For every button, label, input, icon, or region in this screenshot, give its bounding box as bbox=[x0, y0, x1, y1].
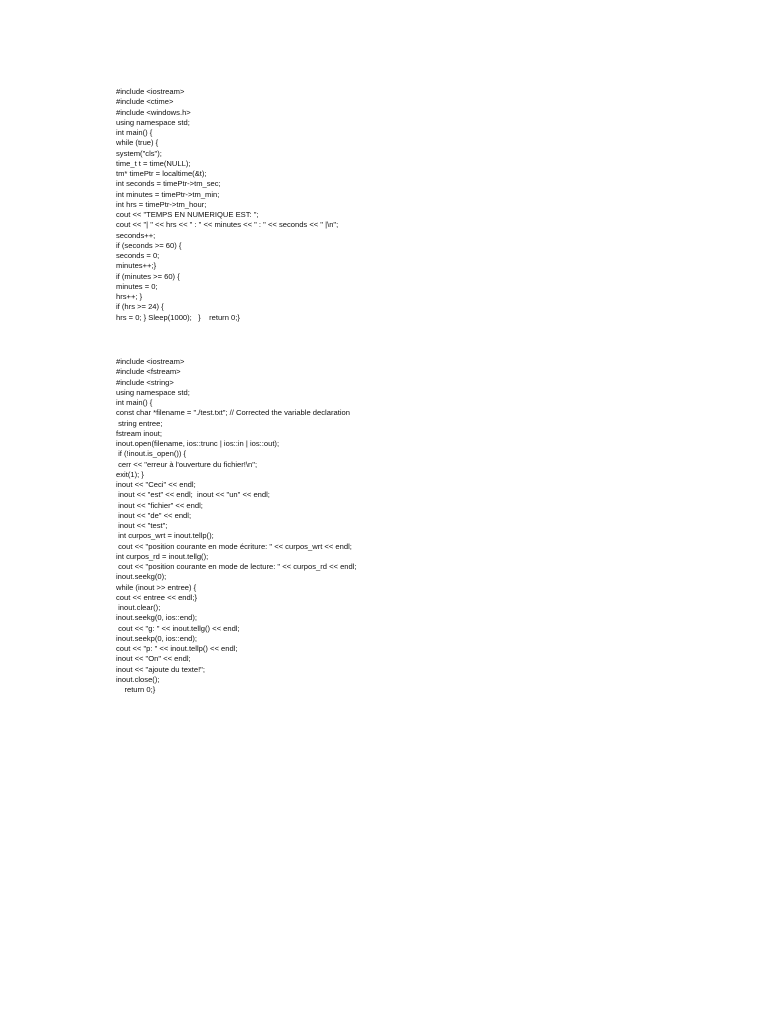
code-line: inout.open(filename, ios::trunc | ios::in | ios::out); bbox=[116, 439, 280, 448]
code-line: #include <ctime> bbox=[116, 97, 174, 107]
code-line: int hrs = timePtr->tm_hour; bbox=[116, 199, 207, 209]
code-line: system("cls"); bbox=[116, 148, 162, 158]
code-line: string entree; bbox=[116, 418, 163, 428]
code-block-clock bbox=[116, 87, 716, 323]
code-line: #include <fstream> bbox=[116, 367, 181, 377]
code-line: int seconds = timePtr->tm_sec; bbox=[116, 179, 221, 189]
code-block-fstream bbox=[116, 357, 716, 695]
code-line: #include <iostream> bbox=[116, 357, 185, 366]
code-line: hrs = 0; } Sleep(1000); } return 0;} bbox=[116, 312, 240, 322]
code-line: seconds = 0; bbox=[116, 251, 160, 260]
code-line: fstream inout; bbox=[116, 428, 163, 438]
code-line: cerr << "erreur à l'ouverture du fichier!\n"; bbox=[116, 459, 258, 469]
code-line: int main() { bbox=[116, 128, 153, 137]
code-line: int curpos_wrt = inout.tellp(); bbox=[116, 531, 214, 541]
code-line: const char *filename = "./test.txt"; // Corrected the variable declaration bbox=[116, 408, 350, 418]
code-line: inout << "ajoute du texte!"; bbox=[116, 664, 205, 674]
code-line: cout << "p: " << inout.tellp() << endl; bbox=[116, 644, 238, 653]
code-line: using namespace std; bbox=[116, 387, 190, 397]
code-line: #include <string> bbox=[116, 377, 174, 387]
code-line: cout << "position courante en mode écriture: " << curpos_wrt << endl; bbox=[116, 541, 352, 551]
code-line: int main() { bbox=[116, 398, 153, 407]
code-line: if (seconds >= 60) { bbox=[116, 240, 182, 250]
code-line: inout.seekp(0, ios::end); bbox=[116, 633, 198, 643]
code-line: inout << "fichier" << endl; bbox=[116, 500, 203, 510]
code-line: minutes = 0; bbox=[116, 281, 158, 291]
code-line: inout << "test"; bbox=[116, 521, 168, 530]
code-line: tm* timePtr = localtime(&t); bbox=[116, 169, 207, 178]
code-line: inout << "On" << endl; bbox=[116, 654, 191, 664]
code-line: hrs++; } bbox=[116, 292, 143, 301]
code-line: inout.clear(); bbox=[116, 603, 161, 612]
code-line: while (inout >> entree) { bbox=[116, 582, 197, 592]
code-line: cout << "g: " << inout.tellg() << endl; bbox=[116, 623, 240, 633]
code-line: time_t t = time(NULL); bbox=[116, 158, 191, 168]
code-line: inout << "Ceci" << endl; bbox=[116, 480, 196, 489]
code-line: inout.seekg(0); bbox=[116, 572, 167, 582]
code-line: inout.seekg(0, ios::end); bbox=[116, 613, 198, 623]
code-line: return 0;} bbox=[116, 685, 156, 694]
code-line: exit(1); } bbox=[116, 469, 144, 479]
code-line: inout << "de" << endl; bbox=[116, 510, 192, 520]
code-line: if (hrs >= 24) { bbox=[116, 302, 164, 312]
code-line: int curpos_rd = inout.tellg(); bbox=[116, 551, 209, 561]
code-line: cout << "| " << hrs << " : " << minutes << " : " << seconds << " |\n"; bbox=[116, 220, 339, 230]
code-line: inout.close(); bbox=[116, 674, 160, 684]
code-line: while (true) { bbox=[116, 138, 159, 148]
code-line: seconds++; bbox=[116, 230, 156, 240]
code-line: #include <iostream> bbox=[116, 87, 185, 96]
code-line: inout << "est" << endl; inout << "un" << endl; bbox=[116, 490, 270, 500]
code-line: minutes++;} bbox=[116, 261, 157, 271]
code-line: if (!inout.is_open()) { bbox=[116, 449, 187, 459]
code-line: if (minutes >= 60) { bbox=[116, 271, 180, 281]
code-line: #include <windows.h> bbox=[116, 107, 191, 117]
code-line: cout << "TEMPS EN NUMERIQUE EST: "; bbox=[116, 210, 259, 219]
code-line: cout << "position courante en mode de lecture: " << curpos_rd << endl; bbox=[116, 562, 357, 571]
code-line: using namespace std; bbox=[116, 117, 190, 127]
code-line: cout << entree << endl;} bbox=[116, 592, 198, 602]
code-line: int minutes = timePtr->tm_min; bbox=[116, 189, 220, 199]
